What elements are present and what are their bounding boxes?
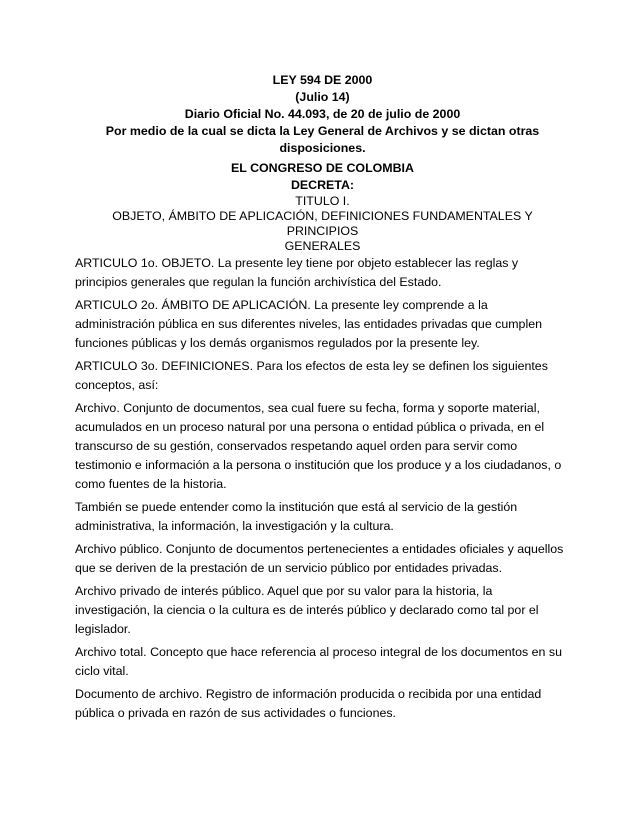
definition-archivo-publico: Archivo público. Conjunto de documentos pertenecientes a entidades oficiales y aquellos que se deriven de la prestación de un servicio público por entidades privadas. <box>75 542 564 575</box>
definition-archivo: Archivo. Conjunto de documentos, sea cual fuere su fecha, forma y soporte material, acumulados en un proceso natural por una persona o entidad pública o privada, en el transcurso de su gestión, conservados respetando aquel orden para servir como testimonio e información a la persona o institución que los produce y a los ciudadanos, o como fuentes de la historia. <box>75 401 562 491</box>
title-number: TITULO I. <box>295 194 350 208</box>
document-page <box>75 72 570 723</box>
gazette-reference: Diario Oficial No. 44.093, de 20 de julio de 2000 <box>184 107 461 121</box>
law-header <box>75 72 570 194</box>
definition-archivo-total: Archivo total. Concepto que hace referencia al proceso integral de los documentos en su ciclo vital. <box>75 645 562 678</box>
article-2-paragraph: ARTICULO 2o. ÁMBITO DE APLICACIÓN. La presente ley comprende a la administración pública en sus diferentes niveles, las entidades privadas que cumplen funciones públicas y los demás organismos regulados por la presente ley. <box>75 298 542 350</box>
congress-heading: EL CONGRESO DE COLOMBIA <box>231 161 414 175</box>
law-date: (Julio 14) <box>295 90 350 104</box>
law-subject-line-2: disposiciones. <box>279 141 366 155</box>
title-heading-line-1: OBJETO, ÁMBITO DE APLICACIÓN, DEFINICIONES FUNDAMENTALES Y <box>112 209 533 223</box>
law-subject-line-1: Por medio de la cual se dicta la Ley General de Archivos y se dictan otras <box>105 124 540 138</box>
definition-documento-archivo: Documento de archivo. Registro de información producida o recibida por una entidad pública o privada en razón de sus actividades o funciones. <box>75 687 542 720</box>
document-body <box>75 254 570 723</box>
article-1-paragraph: ARTICULO 1o. OBJETO. La presente ley tiene por objeto establecer las reglas y principios generales que regulan la función archivística del Estado. <box>75 256 519 289</box>
definition-archivo-institucion: También se puede entender como la institución que está al servicio de la gestión administrativa, la información, la investigación y la cultura. <box>75 500 518 533</box>
title-block <box>75 194 570 254</box>
law-title: LEY 594 DE 2000 <box>272 73 373 87</box>
title-heading-line-3: GENERALES <box>284 239 361 253</box>
article-3-paragraph: ARTICULO 3o. DEFINICIONES. Para los efectos de esta ley se definen los siguientes conceptos, así: <box>75 359 548 392</box>
decreta-heading: DECRETA: <box>290 178 355 192</box>
definition-archivo-privado: Archivo privado de interés público. Aquel que por su valor para la historia, la investigación, la ciencia o la cultura es de interés público y declarado como tal por el legislador. <box>75 584 539 636</box>
title-heading-line-2: PRINCIPIOS <box>286 224 359 238</box>
